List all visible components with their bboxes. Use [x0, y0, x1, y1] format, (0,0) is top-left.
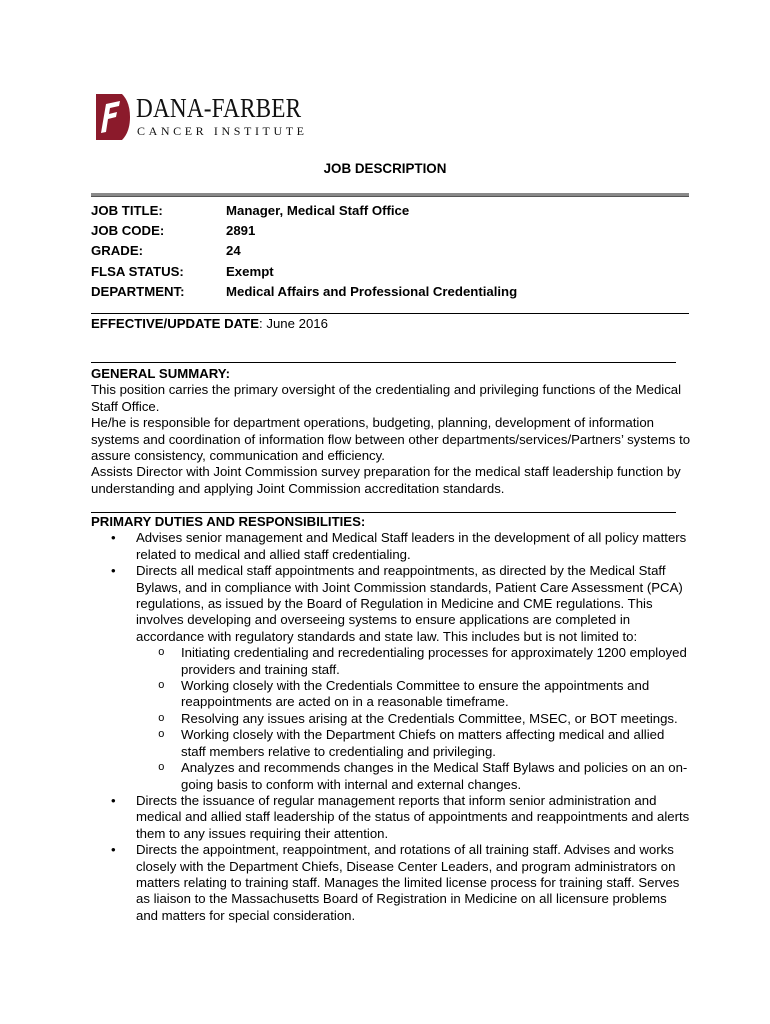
summary-paragraph: Assists Director with Joint Commission survey preparation for the medical staff leadership function by understanding and applying Joint Commission accreditation standards. — [91, 464, 681, 496]
job-meta — [91, 201, 517, 302]
logo-subtitle: CANCER INSTITUTE — [137, 124, 308, 138]
sub-duty-item: o Working closely with the Credentials Committee to ensure the appointments and reappointments are acted on in a reasonable timeframe. — [136, 678, 691, 711]
sub-duty-item: o Analyzes and recommends changes in the Medical Staff Bylaws and policies on an on-going basis to conform with internal and external changes. — [136, 760, 691, 793]
effective-date — [91, 316, 328, 331]
logo-name: DANA-FARBER — [136, 93, 302, 123]
general-summary-heading: GENERAL SUMMARY: — [91, 366, 230, 381]
dana-farber-mark-icon — [92, 92, 132, 142]
summary-paragraph: This position carries the primary oversight of the credentialing and privileging functions of the Medical Staff Office. — [91, 382, 682, 414]
meta-row-department — [91, 282, 517, 302]
meta-divider — [91, 313, 689, 314]
dana-farber-logo — [92, 92, 308, 148]
meta-label: JOB TITLE: — [91, 203, 163, 218]
primary-duties — [91, 514, 691, 924]
general-summary — [91, 366, 691, 497]
effective-date-label: EFFECTIVE/UPDATE DATE — [91, 316, 260, 331]
summary-paragraph: He/he is responsible for department operations, budgeting, planning, development of information systems and coordination of information flow between other departments/services/Partners’ systems to assure consistency, communication and efficiency. — [91, 415, 691, 464]
duty-item — [91, 563, 691, 793]
duty-text: Directs all medical staff appointments and reappointments, as directed by the Medical Staff Bylaws, and in compliance with Joint Commission standards, Patient Care Assessment (PCA) regulations, as issued by the Board of Regulation in Medicine and CME regulations. This involves developing and overseeing systems to ensure applications are completed in accordance with regulatory standards and state law. This includes but is not limited to: — [136, 563, 683, 644]
duty-item — [91, 530, 691, 563]
duty-text: Directs the issuance of regular management reports that inform senior administration and medical and allied staff leadership of the status of appointments and reappointments and alerts them to any issues requiring their attention. — [136, 792, 690, 841]
primary-duties-heading: PRIMARY DUTIES AND RESPONSIBILITIES: — [91, 514, 366, 529]
meta-label: JOB CODE: — [91, 223, 165, 239]
meta-row-flsa-status — [91, 262, 517, 282]
duty-item — [91, 842, 691, 924]
sub-duty-item: o Initiating credentialing and recredentialing processes for approximately 1200 employed providers and training staff. — [136, 645, 691, 678]
sub-duty-item: o Working closely with the Department Chiefs on matters affecting medical and allied staff members relative to credentialing and privileging. — [136, 727, 691, 760]
duty-sublist — [136, 645, 691, 793]
meta-row-job-code — [91, 221, 517, 241]
summary-divider — [91, 362, 676, 363]
duties-list — [91, 530, 691, 924]
duty-item — [91, 793, 691, 842]
meta-row-job-title — [91, 201, 517, 221]
meta-value: Medical Affairs and Professional Credentialing — [226, 283, 518, 299]
duty-text: Advises senior management and Medical Staff leaders in the development of all policy matters related to medical and allied staff credentialing. — [136, 530, 687, 562]
meta-label: FLSA STATUS: — [91, 263, 184, 279]
meta-label: GRADE: — [91, 243, 144, 259]
sub-duty-item: o Resolving any issues arising at the Credentials Committee, MSEC, or BOT meetings. — [136, 711, 691, 727]
duty-text: Directs the appointment, reappointment, and rotations of all training staff. Advises and works closely with the Department Chiefs, Disease Center Leaders, and program administrators on matters relating to training staff. Manages the limited license process for training staff. Serves as liaison to the Massachusetts Board of Registration in Medicine on all licensure problems and matters for special consideration. — [136, 842, 680, 923]
meta-label: DEPARTMENT: — [91, 283, 185, 299]
title-divider — [91, 193, 689, 197]
meta-value: 24 — [226, 243, 241, 259]
meta-value: Exempt — [226, 263, 274, 279]
meta-value: Manager, Medical Staff Office — [226, 203, 410, 218]
duties-divider — [91, 512, 676, 513]
meta-value: 2891 — [226, 223, 256, 239]
effective-date-value: : June 2016 — [259, 316, 328, 331]
document-title: JOB DESCRIPTION — [323, 161, 447, 176]
meta-row-grade — [91, 241, 517, 261]
